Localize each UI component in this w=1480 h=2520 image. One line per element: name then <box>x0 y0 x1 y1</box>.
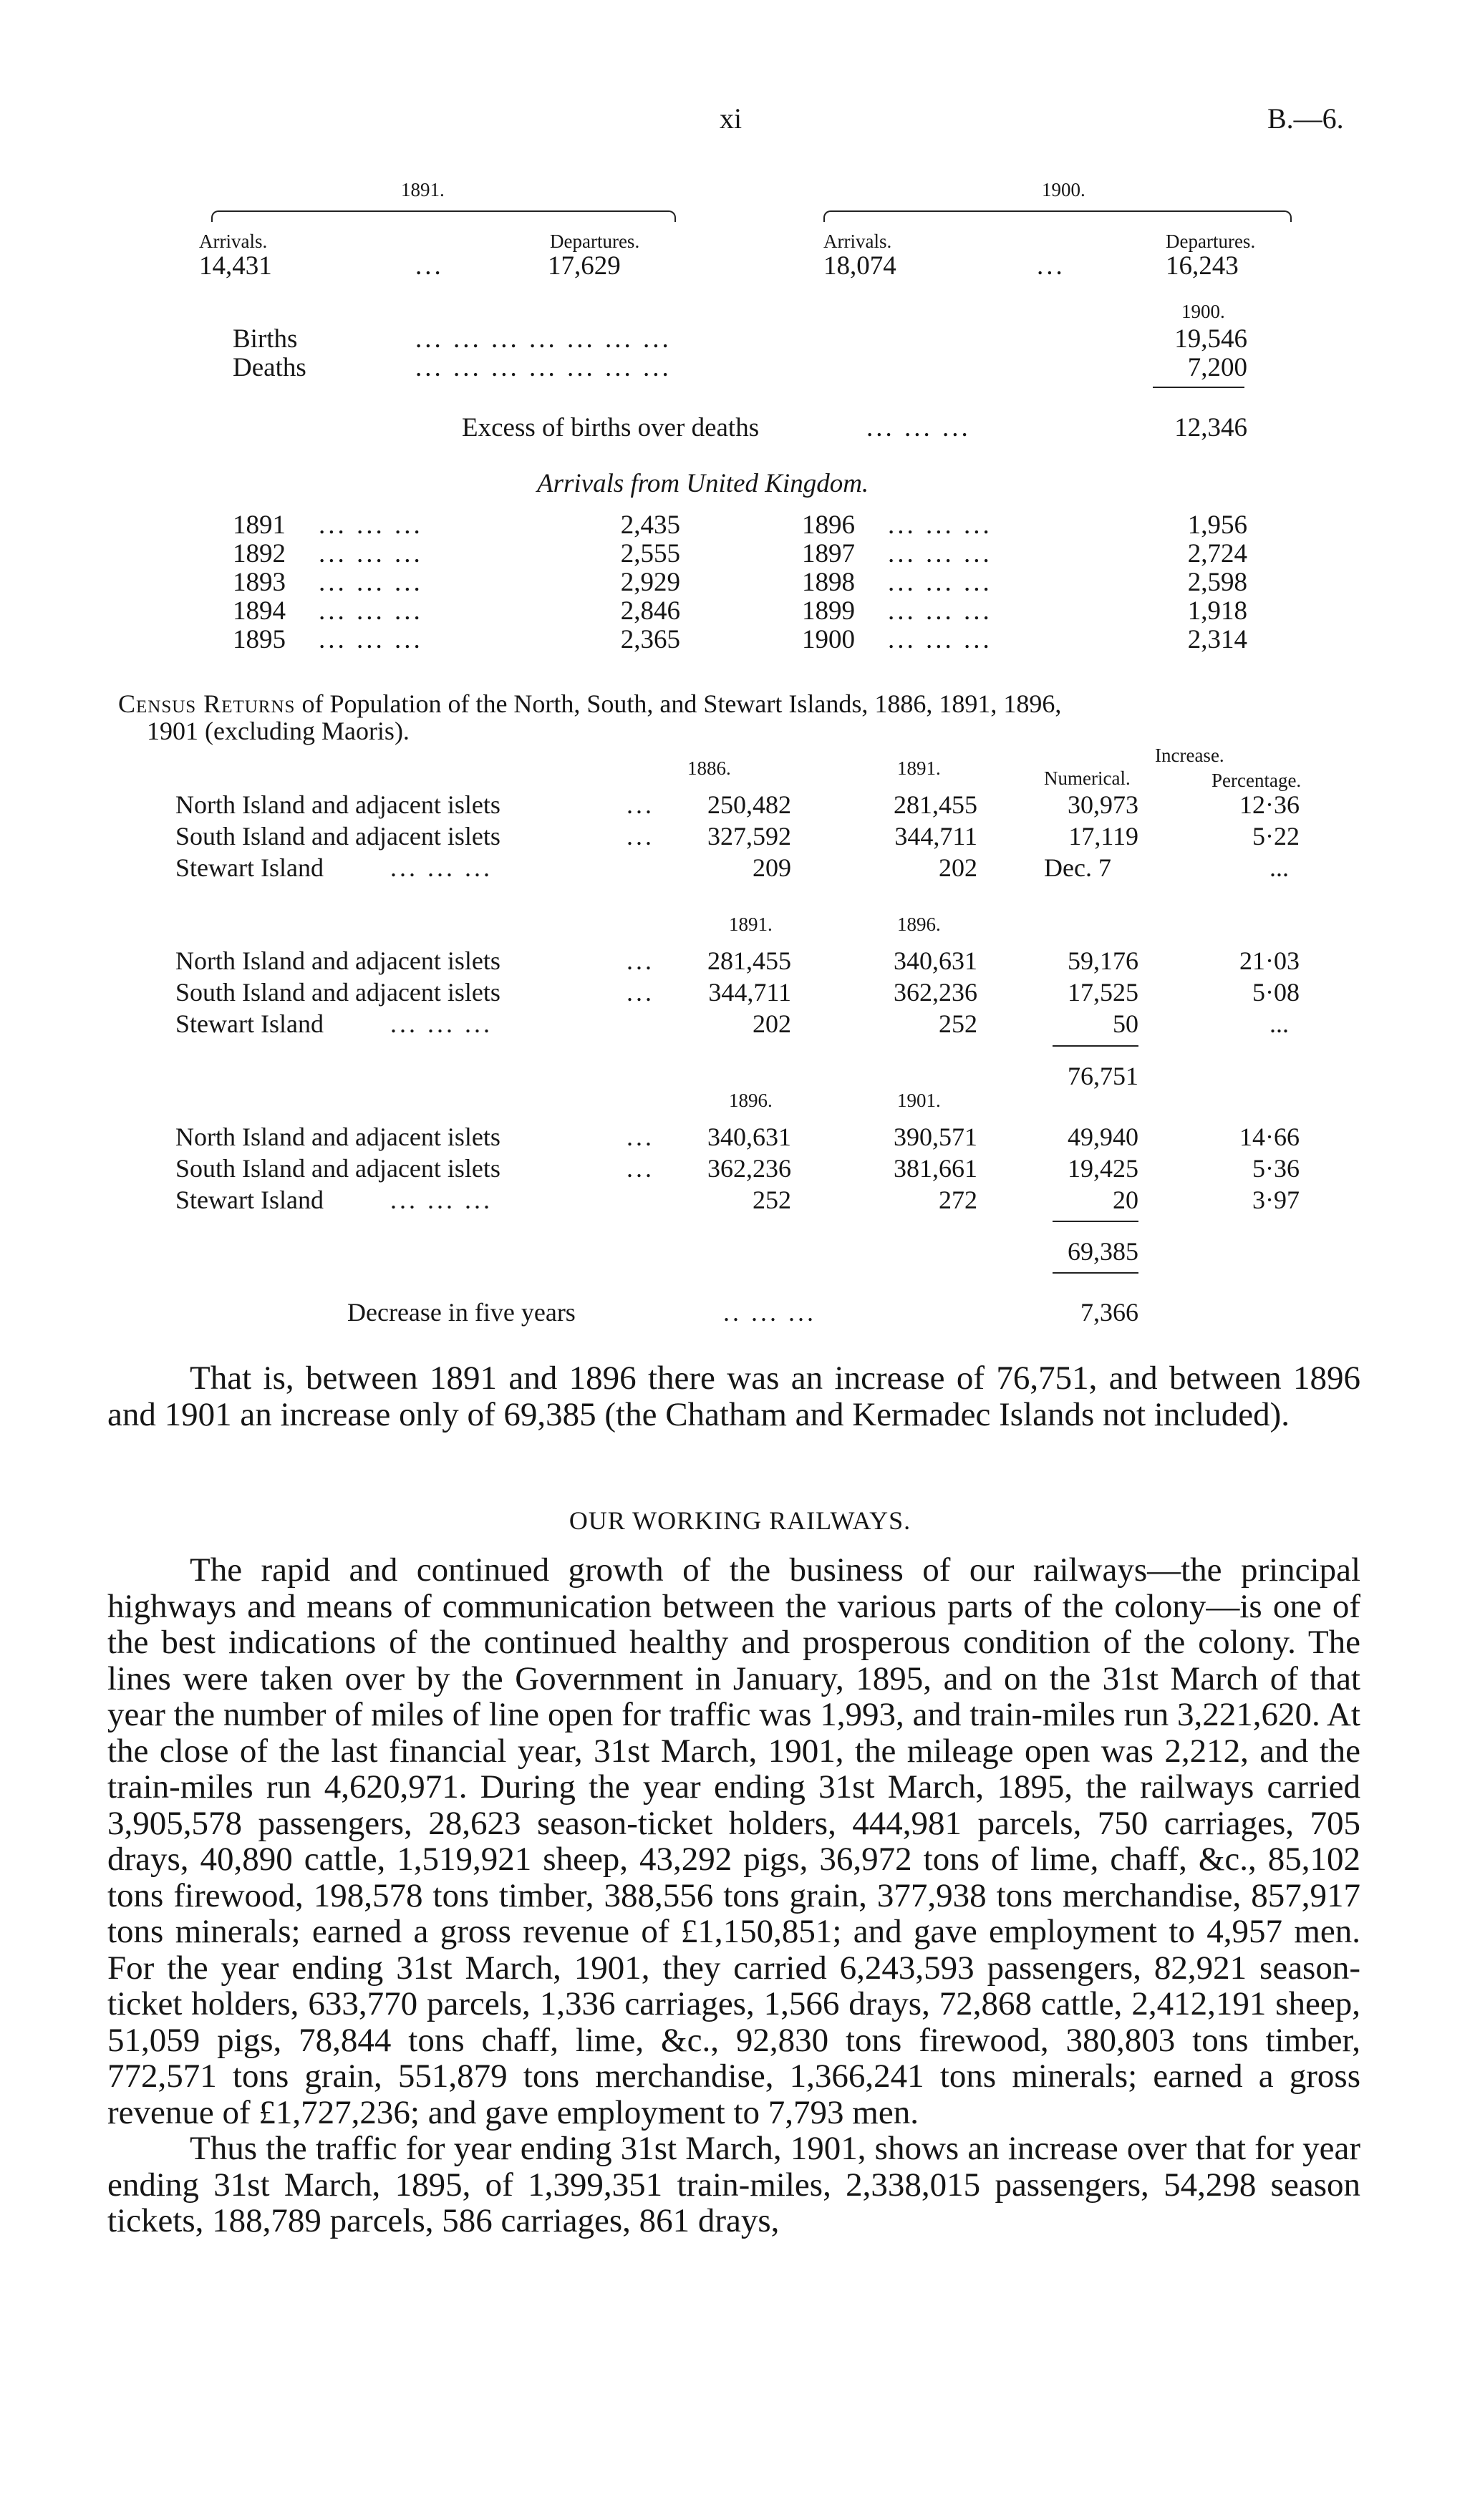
births-value: 19,546 <box>1174 324 1247 354</box>
census-value-b: 390,571 <box>894 1123 977 1151</box>
excess-label: Excess of births over deaths <box>462 413 760 442</box>
census-row-name: South Island and adjacent islets <box>175 822 500 850</box>
uk-value: 1,956 <box>1187 510 1247 540</box>
leader-dots: ... ... ... <box>319 568 423 597</box>
sum-rule <box>1053 1272 1138 1274</box>
census-year-a: 1896. <box>729 1090 773 1111</box>
census-increase-num: 17,119 <box>1068 822 1138 850</box>
census-value-b: 381,661 <box>894 1154 977 1183</box>
census-increase-pct: 5·22 <box>1252 822 1300 850</box>
census-value-a: 340,631 <box>707 1123 791 1151</box>
uk-year: 1892 <box>233 539 286 568</box>
brace-1900 <box>823 210 1292 222</box>
census-value-b: 340,631 <box>894 946 977 975</box>
uk-year: 1891 <box>233 510 286 540</box>
census-row-name: Stewart Island <box>175 853 324 882</box>
census-row-name: South Island and adjacent islets <box>175 1154 500 1183</box>
census-increase-num: 19,425 <box>1068 1154 1138 1183</box>
leader-dots: ... <box>627 946 654 975</box>
decrease-value: 7,366 <box>1080 1298 1138 1327</box>
leader-dots: ... ... ... ... ... ... ... <box>415 353 672 382</box>
leader-dots: .. ... ... <box>723 1298 816 1327</box>
leader-dots: ... ... ... <box>888 625 992 654</box>
census-row-name: North Island and adjacent islets <box>175 1123 500 1151</box>
leader-dots: ... ... ... ... ... ... ... <box>415 324 672 354</box>
uk-value: 2,929 <box>620 568 680 597</box>
leader-dots: ... <box>627 1154 654 1183</box>
leader-dots: ... ... ... <box>888 539 992 568</box>
census-year-a: 1886. <box>687 757 731 779</box>
census-block-total: 76,751 <box>1068 1062 1138 1090</box>
census-year-b: 1896. <box>897 914 941 935</box>
migration-year-left: 1891. <box>401 179 445 200</box>
arrivals-label-1900: Arrivals. <box>823 231 892 252</box>
increase-header: Increase. <box>1155 745 1224 766</box>
leader-dots: ... <box>627 1123 654 1151</box>
leader-dots: ... ... ... <box>888 596 992 626</box>
leader-dots: ... ... ... <box>888 568 992 597</box>
sum-rule <box>1053 1221 1138 1222</box>
uk-value: 2,846 <box>620 596 680 626</box>
sum-rule <box>1053 1045 1138 1047</box>
uk-value: 2,314 <box>1187 625 1247 654</box>
divider-rule <box>1153 387 1244 388</box>
leader-dots: ... ... ... <box>866 413 971 442</box>
census-value-b: 202 <box>939 853 977 882</box>
census-title-line2: 1901 (excluding Maoris). <box>147 717 410 745</box>
paragraph-text: The rapid and continued growth of the business of our railways—the principal highways and means of communication between the various parts of the colony—is one of the best indications of the continued healthy and prosperous condition of the colony. The lines were taken over by the Government in January, 1895, and on the 31st March of that year the number of miles of line open for traffic was 1,993, and train-miles run 3,221,620. At the close of the last financial year, 31st March, 1901, the mileage open was 2,212, and the train-miles run 4,620,971. During the year ending 31st March, 1895, the railways carried 3,905,578 passengers, 28,623 season-ticket holders, 444,981 parcels, 750 carriages, 705 drays, 40,890 cattle, 1,519,921 sheep, 43,292 pigs, 36,972 tons of lime, chaff, &c., 85,102 tons firewood, 198,578 tons timber, 388,556 tons grain, 377,938 tons merchandise, 857,917 tons minerals; earned a gross revenue of £1,150,851; and gave employment to 4,957 men. For the year ending 31st March, 1901, they carried 6,243,593 passengers, 82,921 season-ticket holders, 633,770 parcels, 1,336 carriages, 1,566 drays, 72,868 cattle, 2,412,191 sheep, 51,059 pigs, 78,844 tons chaff, lime, &c., 92,830 tons firewood, 380,803 tons timber, 772,571 tons grain, 551,879 tons merchandise, 1,366,241 tons minerals; earned a gross revenue of £1,727,236; and gave employment to 7,793 men. <box>107 1551 1360 2131</box>
percentage-header: Percentage. <box>1211 770 1302 791</box>
uk-year: 1895 <box>233 625 286 654</box>
census-increase-num: 30,973 <box>1068 790 1138 819</box>
census-increase-num: 17,525 <box>1068 978 1138 1007</box>
migration-year-right: 1900. <box>1042 179 1085 200</box>
census-increase-num: 50 <box>1113 1009 1138 1038</box>
census-increase-num: 49,940 <box>1068 1123 1138 1151</box>
uk-value: 2,435 <box>620 510 680 540</box>
census-block-total: 69,385 <box>1068 1237 1138 1266</box>
decrease-label: Decrease in five years <box>347 1298 576 1327</box>
deaths-value: 7,200 <box>1187 353 1247 382</box>
leader-dots: ... ... ... <box>390 1186 493 1214</box>
census-increase-pct: 5·08 <box>1252 978 1300 1007</box>
census-row-name: North Island and adjacent islets <box>175 790 500 819</box>
leader-dots: ... ... ... <box>319 625 423 654</box>
departures-label-1891: Departures. <box>550 231 640 252</box>
census-value-a: 202 <box>753 1009 791 1038</box>
uk-value: 1,918 <box>1187 596 1247 626</box>
paragraph-text: That is, between 1891 and 1896 there was an increase of 76,751, and between 1896 and 1901 an increase only of 69,385 (the Chatham and Kermadec Islands not included). <box>107 1360 1360 1433</box>
uk-year: 1900 <box>802 625 855 654</box>
births-label: Births <box>233 324 298 354</box>
census-row-name: North Island and adjacent islets <box>175 946 500 975</box>
census-value-a: 209 <box>753 853 791 882</box>
leader-dots: ... ... ... <box>888 510 992 540</box>
document-reference: B.—6. <box>1267 102 1344 135</box>
census-title <box>118 689 1061 719</box>
census-value-b: 272 <box>939 1186 977 1214</box>
census-increase-pct: 14·66 <box>1239 1123 1300 1151</box>
departures-1891: 17,629 <box>548 251 621 281</box>
section-heading: OUR WORKING RAILWAYS. <box>569 1506 911 1535</box>
census-value-a: 344,711 <box>708 978 791 1007</box>
leader-dots: ... <box>415 251 444 281</box>
census-increase-num: 20 <box>1113 1186 1138 1214</box>
departures-label-1900: Departures. <box>1166 231 1256 252</box>
departures-1900: 16,243 <box>1166 251 1239 281</box>
uk-year: 1893 <box>233 568 286 597</box>
census-year-b: 1891. <box>897 757 941 779</box>
census-increase-pct: 21·03 <box>1239 946 1300 975</box>
census-increase-pct: 3·97 <box>1252 1186 1300 1214</box>
uk-value: 2,365 <box>620 625 680 654</box>
census-value-b: 281,455 <box>894 790 977 819</box>
leader-dots: ... <box>627 822 654 850</box>
leader-dots: ... ... ... <box>390 1009 493 1038</box>
census-value-b: 252 <box>939 1009 977 1038</box>
uk-year: 1896 <box>802 510 855 540</box>
uk-arrivals-title: Arrivals from United Kingdom. <box>537 469 869 498</box>
census-increase-pct: ... <box>1269 1009 1289 1038</box>
census-row-name: Stewart Island <box>175 1186 324 1214</box>
paragraph-text: Thus the traffic for year ending 31st March, 1901, shows an increase over that for year ending 31st March, 1895, of 1,399,351 train-miles, 2,338,015 passengers, 54,298 season tickets, 188,789 parcels, 586 carriages, 861 drays, <box>107 2130 1360 2239</box>
uk-value: 2,598 <box>1187 568 1247 597</box>
census-increase-pct: ... <box>1269 853 1289 882</box>
leader-dots: ... <box>627 978 654 1007</box>
arrivals-1900: 18,074 <box>823 251 896 281</box>
census-increase-pct: 12·36 <box>1239 790 1300 819</box>
census-value-a: 252 <box>753 1186 791 1214</box>
census-increase-num: 59,176 <box>1068 946 1138 975</box>
deaths-label: Deaths <box>233 353 306 382</box>
leader-dots: ... ... ... <box>319 510 423 540</box>
uk-value: 2,724 <box>1187 539 1247 568</box>
numerical-header: Numerical. <box>1044 767 1131 789</box>
brace-1891 <box>211 210 676 222</box>
census-year-a: 1891. <box>729 914 773 935</box>
census-row-name: Stewart Island <box>175 1009 324 1038</box>
leader-dots: ... ... ... <box>319 539 423 568</box>
census-increase-pct: 5·36 <box>1252 1154 1300 1183</box>
census-value-a: 281,455 <box>707 946 791 975</box>
uk-year: 1898 <box>802 568 855 597</box>
arrivals-1891: 14,431 <box>199 251 272 281</box>
page-number: xi <box>720 102 743 135</box>
census-value-b: 362,236 <box>894 978 977 1007</box>
vital-year: 1900. <box>1181 301 1225 322</box>
census-title-lead: Census Returns <box>118 689 296 718</box>
census-increase-num: Dec. 7 <box>1044 853 1111 882</box>
census-value-a: 250,482 <box>707 790 791 819</box>
leader-dots: ... ... ... <box>390 853 493 882</box>
uk-year: 1899 <box>802 596 855 626</box>
census-year-b: 1901. <box>897 1090 941 1111</box>
summary-paragraph <box>107 1360 1360 1433</box>
census-title-rest: of Population of the North, South, and Stewart Islands, 1886, 1891, 1896, <box>295 689 1062 718</box>
leader-dots: ... ... ... <box>319 596 423 626</box>
leader-dots: ... <box>1037 251 1065 281</box>
census-value-a: 362,236 <box>707 1154 791 1183</box>
census-value-b: 344,711 <box>894 822 977 850</box>
railways-body <box>107 1552 1360 2239</box>
uk-year: 1897 <box>802 539 855 568</box>
excess-value: 12,346 <box>1174 413 1247 442</box>
leader-dots: ... <box>627 790 654 819</box>
arrivals-label-1891: Arrivals. <box>199 231 268 252</box>
uk-year: 1894 <box>233 596 286 626</box>
census-value-a: 327,592 <box>707 822 791 850</box>
census-row-name: South Island and adjacent islets <box>175 978 500 1007</box>
uk-value: 2,555 <box>620 539 680 568</box>
